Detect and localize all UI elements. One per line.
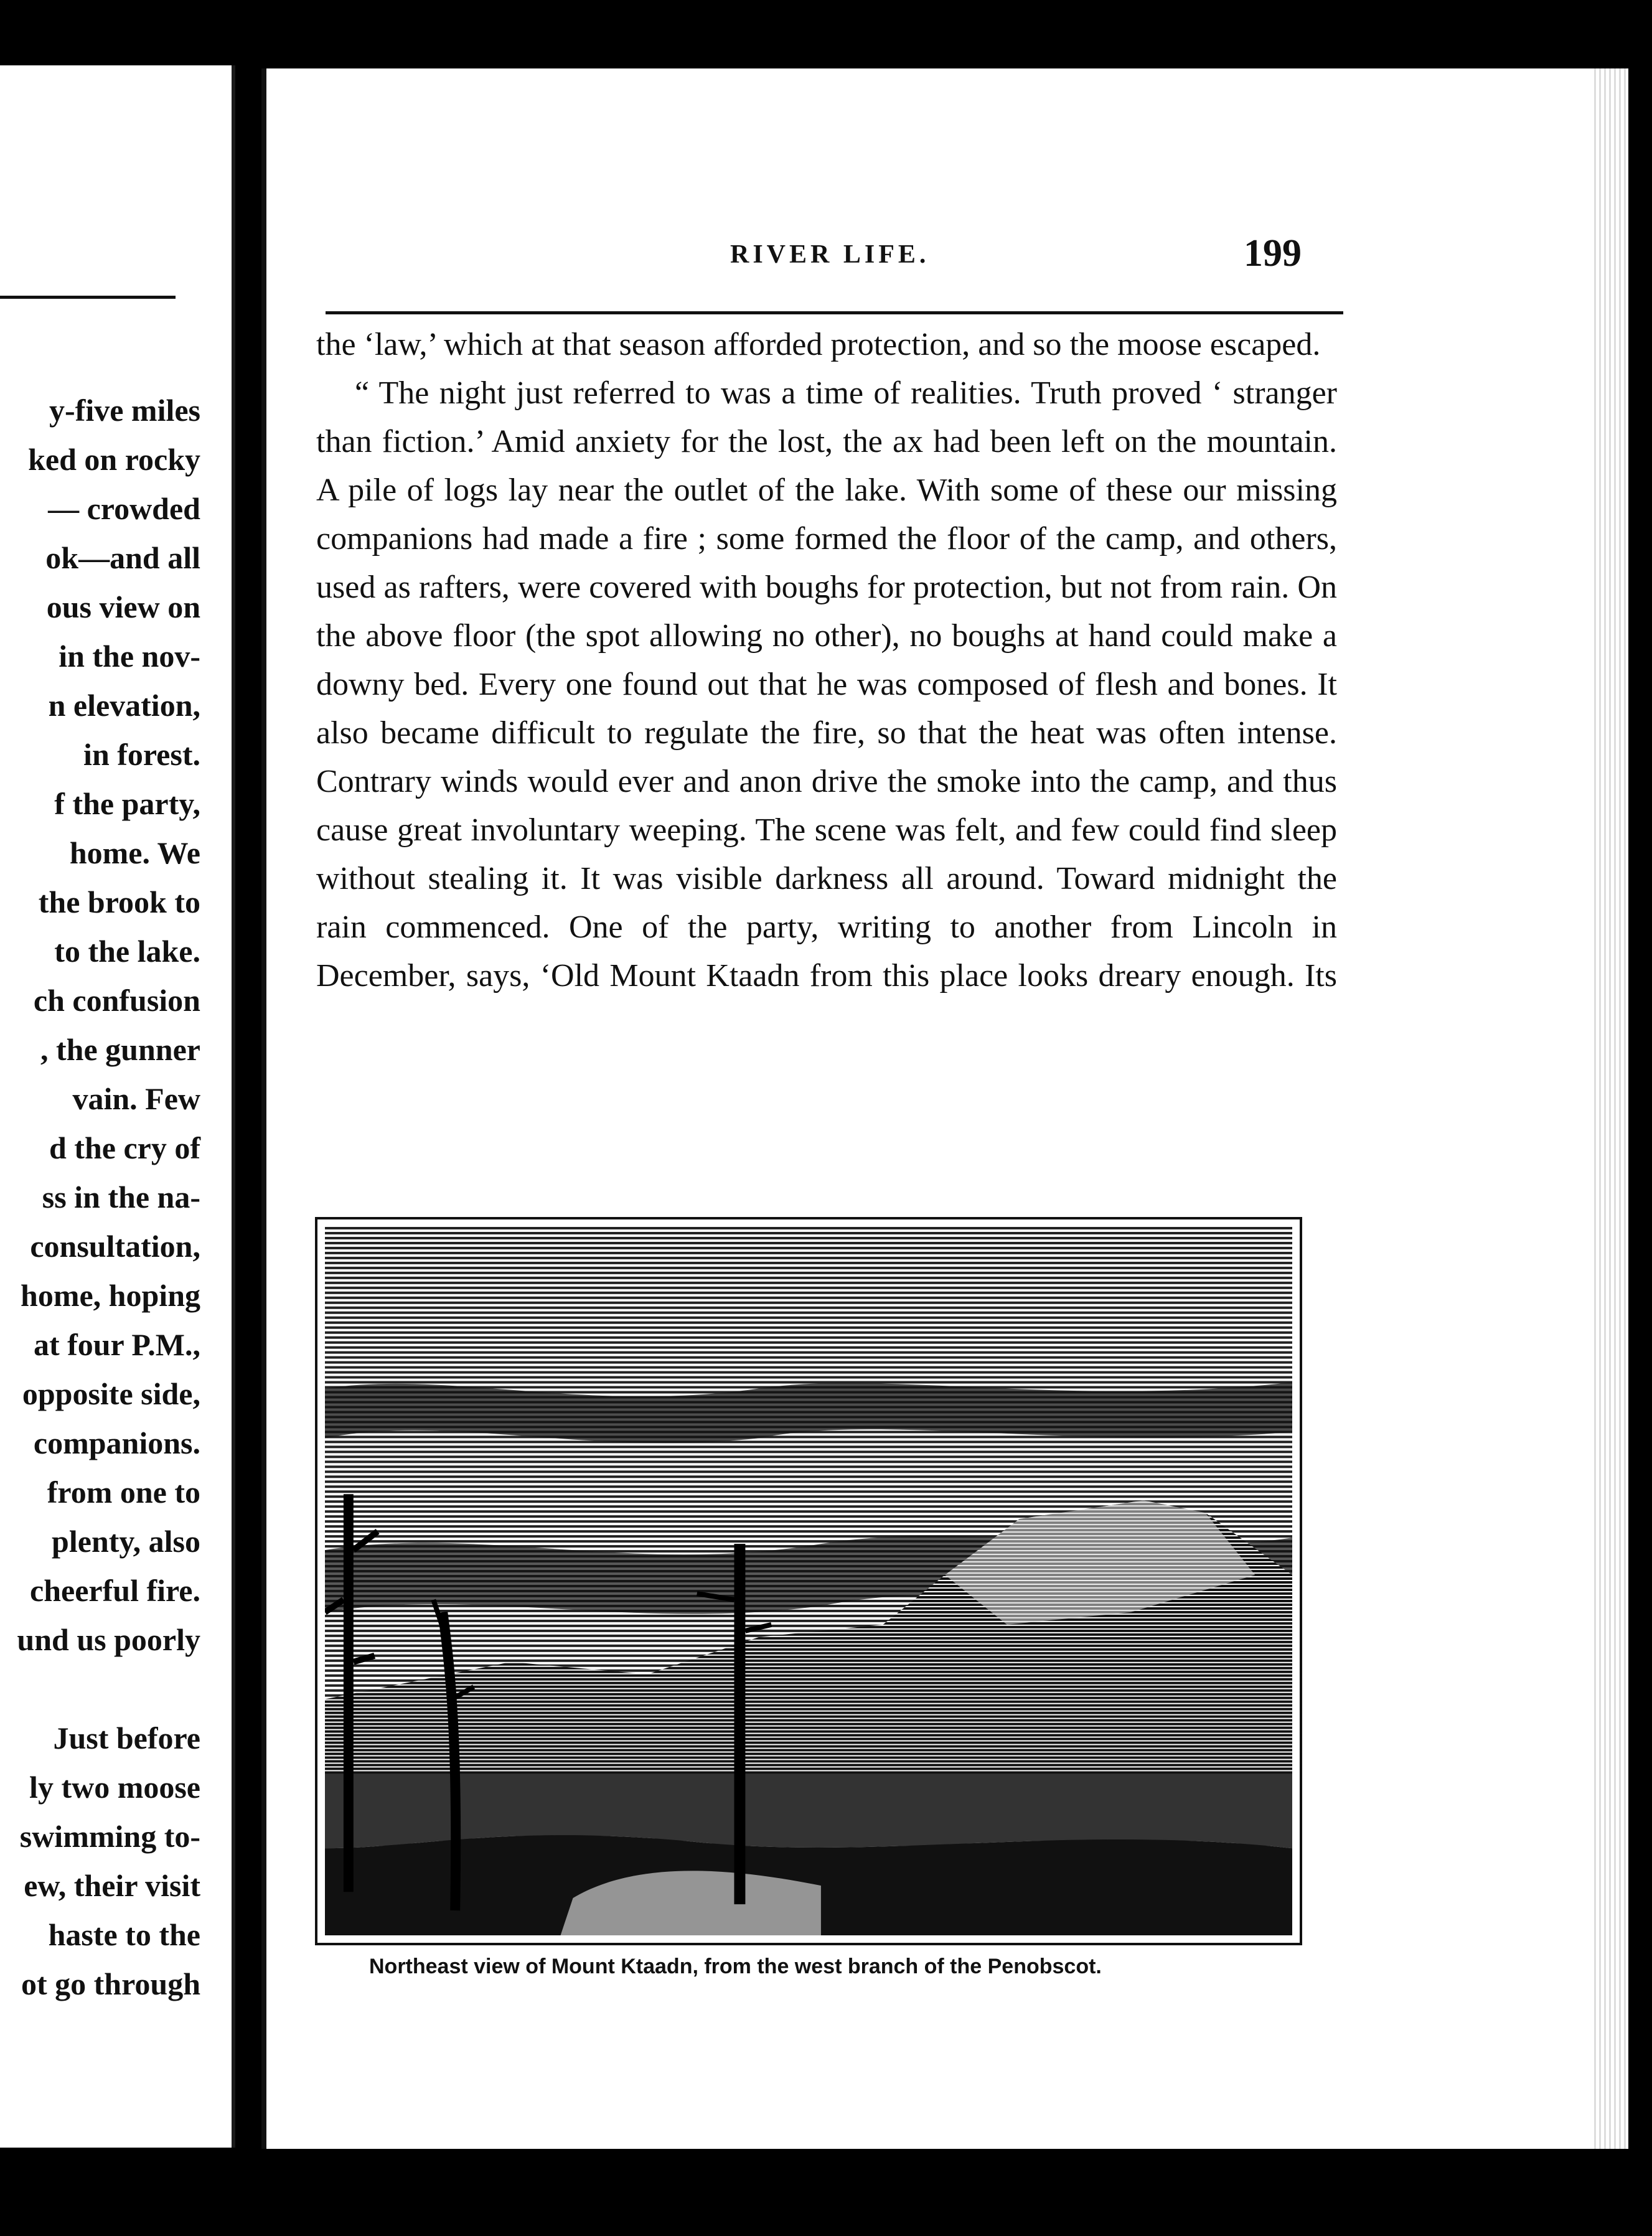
left-page-line: haste to the [48,1917,200,1952]
left-page-line: n elevation, [48,688,200,723]
left-page-line: at four P.M., [33,1327,200,1362]
left-page-line: ous view on [46,590,200,624]
page-number: 199 [1244,232,1302,275]
mount-ktaadn-engraving [315,1217,1302,1945]
right-page [261,68,1628,2149]
left-page-line: consultation, [30,1229,200,1264]
left-page-line: plenty, also [52,1524,200,1559]
left-page-line: , the gunner [40,1032,200,1067]
left-page-line: ly two moose [29,1770,200,1805]
left-page-line: ss in the na- [42,1180,200,1214]
header-rule [326,311,1343,314]
left-page-line: from one to [47,1475,200,1510]
left-page-line: ew, their visit [24,1868,200,1903]
left-page-line [17,1665,200,1714]
left-page-line: to the lake. [54,934,200,969]
left-page-line: in forest. [83,737,200,772]
body-text [316,321,1337,1000]
left-page-line: ked on rocky [28,442,200,477]
left-page-line: companions. [33,1426,200,1460]
left-facing-page [0,65,235,2148]
left-page-line: in the nov- [59,639,200,674]
left-header-rule [0,296,176,299]
paragraph-1: the ‘law,’ which at that season afforded protection, and so the moose escaped. [316,327,1321,362]
left-page-line: — crowded [48,491,200,526]
left-page-line: swimming to- [19,1819,200,1854]
left-page-line: ok—and all [45,540,200,575]
left-page-text [17,386,200,2009]
left-page-line: home, hoping [21,1278,200,1313]
engraving-picture [325,1227,1292,1935]
left-page-line: vain. Few [72,1081,200,1116]
left-page-line: f the party, [54,786,200,821]
running-head: RIVER LIFE. [730,240,930,269]
left-page-line: Just before [53,1721,200,1755]
left-page-line: d the cry of [49,1130,200,1165]
left-page-line: opposite side, [22,1376,200,1411]
left-page-line: ch confusion [33,983,200,1018]
left-page-line: und us poorly [17,1622,200,1657]
left-page-line: home. We [69,835,200,870]
left-page-line: y-five miles [49,393,200,428]
page-edge-strip [1594,68,1628,2149]
left-page-line: cheerful fire. [30,1573,200,1608]
paragraph-2: “ The night just referred to was a time of realities. Truth proved ‘ stranger than fiction.’ Amid anxiety for the lost, the ax had been left on the mountain. A pile of logs lay near the outlet of the lake. With some of these our missing companions had made a fire ; some formed the floor of the camp, and others, used as rafters, were covered with boughs for protection, but not from rain. On the above floor (the spot allowing no other), no boughs at hand could make a downy bed. Every one found out that he was composed of flesh and bones. It also became difficult to regulate the fire, so that the heat was often intense. Contrary winds would ever and anon drive the smoke into the camp, and thus cause great involuntary weeping. The scene was felt, and few could find sleep without stealing it. It was visible darkness all around. Toward midnight the rain commenced. One of the party, writing to another from Lincoln in December, says, ‘Old Mount Ktaadn from this place looks dreary enough. Its [316,375,1337,994]
left-page-line: the brook to [38,885,200,919]
illustration-caption: Northeast view of Mount Ktaadn, from the west branch of the Penobscot. [369,1955,1102,1978]
left-page-line: ot go through [21,1966,200,2001]
